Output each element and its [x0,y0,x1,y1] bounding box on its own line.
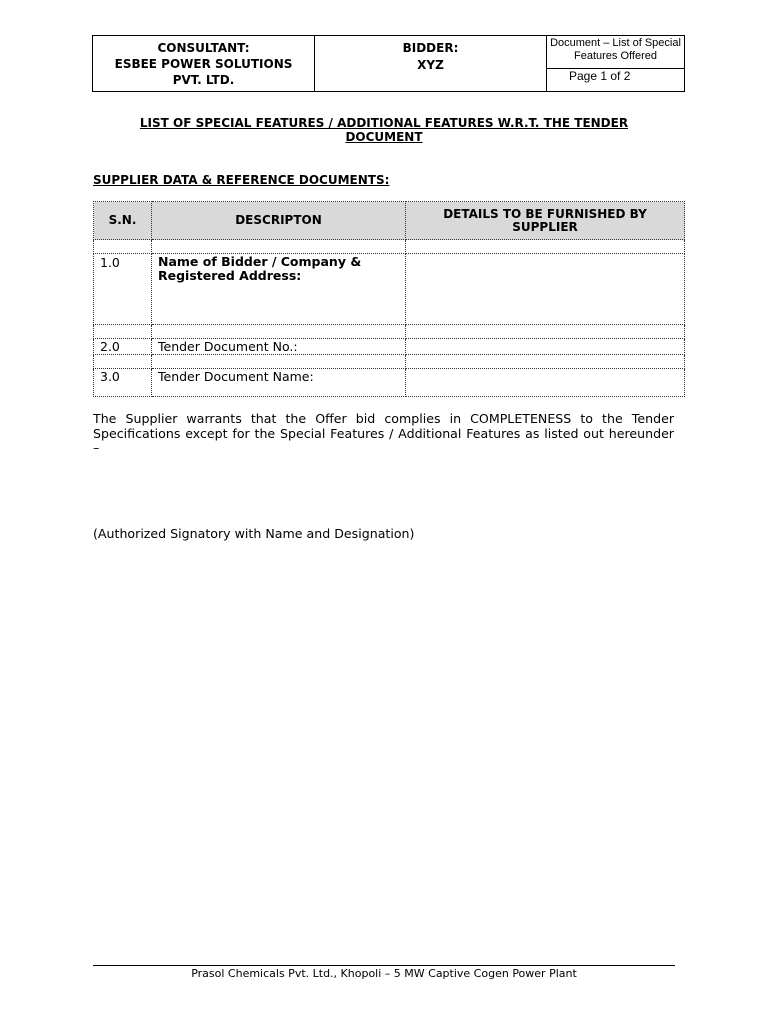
table-row [94,369,685,397]
column-header-sn: S.N. [94,202,152,240]
footer-divider [93,965,675,966]
document-title-line-2: Features Offered [574,50,657,62]
document-title-line-1: Document – List of Special [550,37,681,49]
document-title-cell [547,36,685,69]
row-details-field[interactable] [406,369,685,397]
row-description: Tender Document Name: [152,369,406,397]
signatory-line: (Authorized Signatory with Name and Designation) [93,526,415,541]
bidder-label: BIDDER: [402,41,459,55]
supplier-data-table [93,201,685,397]
table-spacer-row [94,240,685,254]
consultant-label: CONSULTANT: [157,40,250,55]
consultant-name-line-1: ESBEE POWER SOLUTIONS [114,56,293,71]
page-footer: Prasol Chemicals Pvt. Ltd., Khopoli – 5 MW Captive Cogen Power Plant [191,967,577,980]
column-header-details [406,202,685,240]
document-header [92,35,685,92]
column-header-description: DESCRIPTON [152,202,406,240]
row-description-line-2: Registered Address: [158,268,302,283]
bidder-cell [315,36,547,92]
table-header-row [94,202,685,240]
warranty-paragraph: The Supplier warrants that the Offer bid complies in COMPLETENESS to the Tender Specifications except for the Special Features / Additional Features as listed out hereunder – [93,411,674,455]
table-row [94,254,685,325]
page-number: Page 1 of 2 [547,69,685,92]
row-sn: 1.0 [94,254,152,325]
table-spacer-row [94,355,685,369]
page-title [92,116,676,144]
page-title-line-1: LIST OF SPECIAL FEATURES / ADDITIONAL FEATURES W.R.T. THE TENDER [139,116,629,130]
table-spacer-row [94,325,685,339]
column-header-details-line-2: SUPPLIER [512,219,578,234]
column-header-details-line-1: DETAILS TO BE FURNISHED BY [443,206,647,221]
consultant-name-line-2: PVT. LTD. [172,72,235,87]
row-sn: 3.0 [94,369,152,397]
row-description: Tender Document No.: [152,339,406,355]
bidder-name: XYZ [417,58,444,72]
table-row [94,339,685,355]
row-details-field[interactable] [406,339,685,355]
page-title-line-2: DOCUMENT [345,130,423,144]
row-description [152,254,406,325]
row-details-field[interactable] [406,254,685,325]
row-sn: 2.0 [94,339,152,355]
consultant-cell [93,36,315,92]
row-description-line-1: Name of Bidder / Company & [158,254,362,269]
section-heading: SUPPLIER DATA & REFERENCE DOCUMENTS: [93,173,390,187]
